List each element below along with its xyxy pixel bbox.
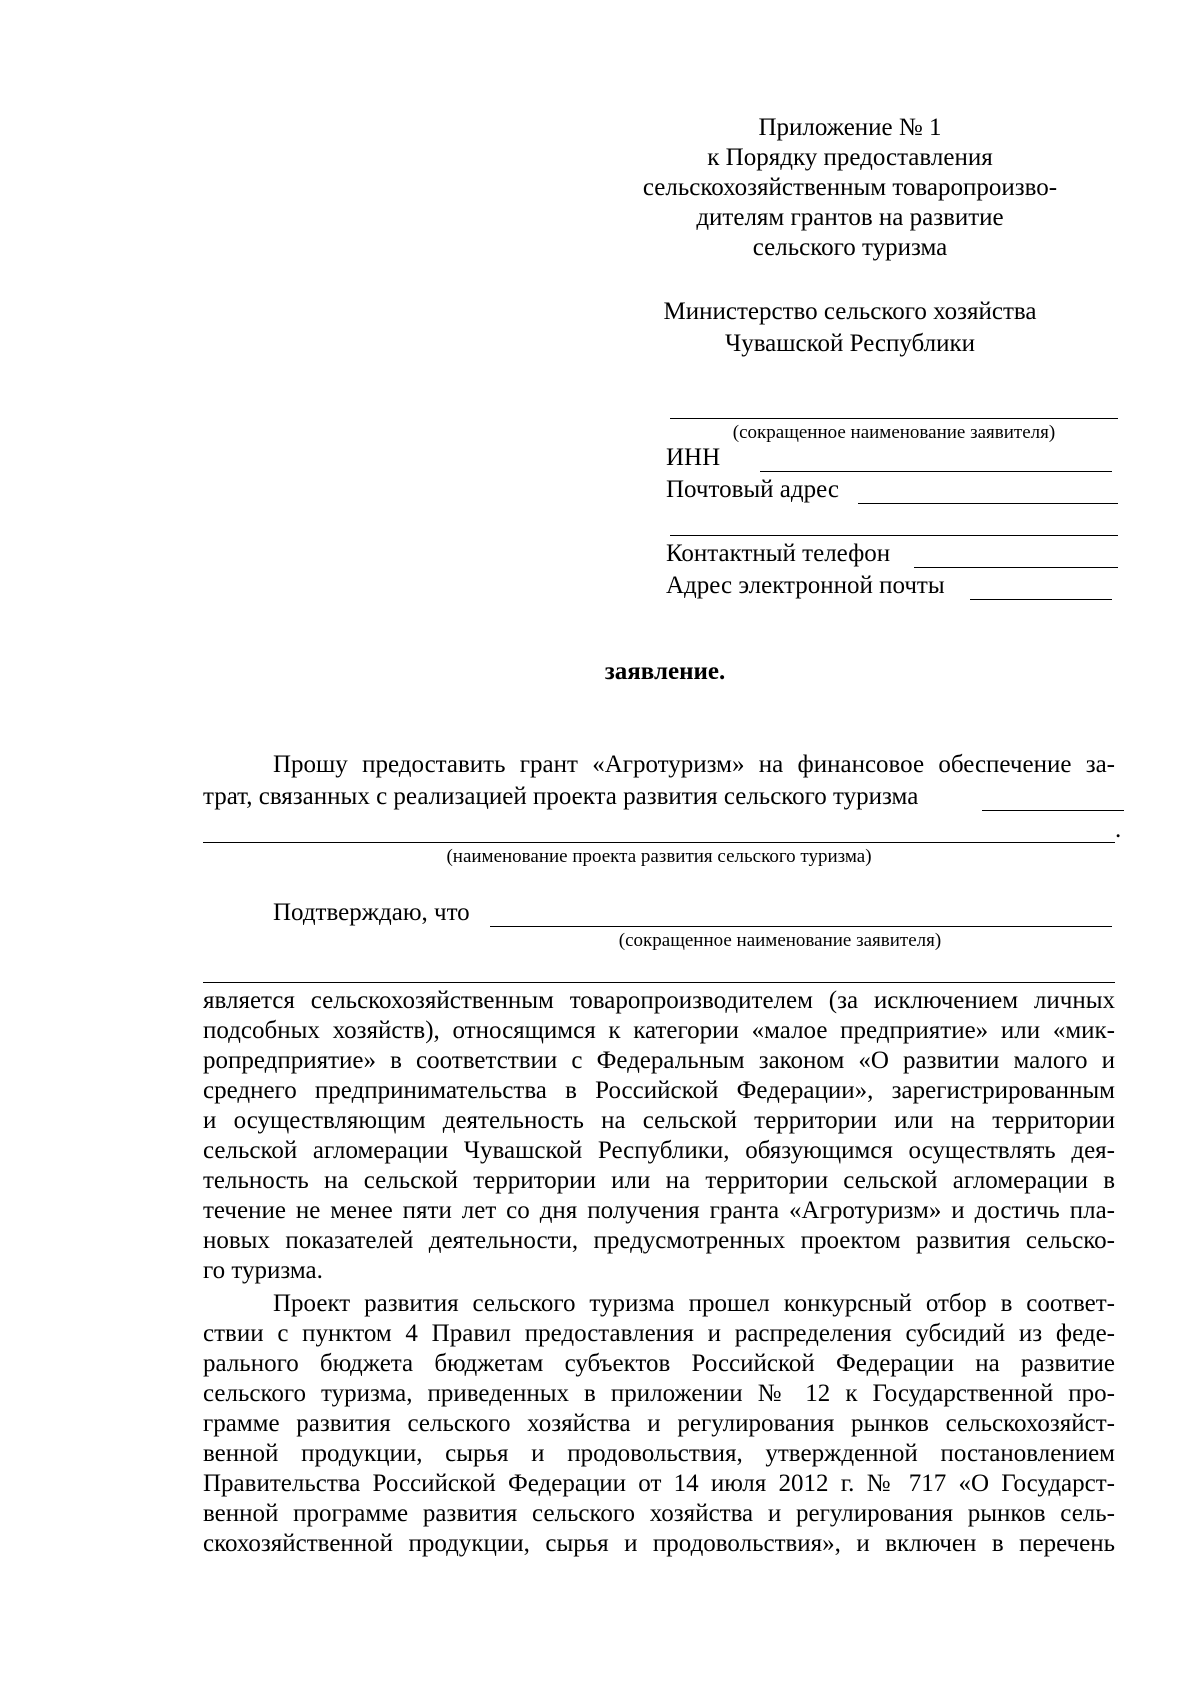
confirm-line: новых показателей деятельности, предусмотренных проектом развития сельско-	[203, 1227, 1115, 1254]
ministry-line: Министерство сельского хозяйства	[663, 298, 1037, 325]
confirm-line: тельность на сельской территории или на территории сельской агломерации в	[203, 1167, 1115, 1194]
confirm-line: среднего предпринимательства в Российской Федерации», зарегистрированным	[203, 1077, 1115, 1104]
confirm-line: является сельскохозяйственным товаропроизводителем (за исключением личных	[203, 987, 1115, 1014]
postal-address-field-line2[interactable]	[670, 535, 1118, 536]
inn-field[interactable]	[760, 471, 1112, 472]
postal-address-label: Почтовый адрес	[666, 476, 839, 503]
postal-address-field[interactable]	[858, 503, 1118, 504]
ministry-line: Чувашской Республики	[724, 330, 976, 357]
request-line-2: трат, связанных с реализацией проекта развития сельского туризма	[203, 783, 919, 810]
confirm-applicant-field-line2[interactable]	[203, 982, 1115, 983]
confirm-line: сельской агломерации Чувашской Республики, обязующимся осуществлять дея-	[203, 1137, 1115, 1164]
inn-label: ИНН	[666, 444, 721, 471]
project-line: венной программе развития сельского хозяйства и регулирования рынков сель-	[203, 1500, 1115, 1527]
document-title: заявление.	[604, 658, 726, 685]
request-period: .	[1115, 816, 1122, 843]
confirm-line: течение не менее пяти лет со дня получения гранта «Агротуризм» и достичь пла-	[203, 1197, 1115, 1224]
confirm-lead: Подтверждаю, что	[273, 899, 470, 926]
confirm-line: ропредприятие» в соответствии с Федеральным законом «О развитии малого и	[203, 1047, 1115, 1074]
applicant-name-caption: (сокращенное наименование заявителя)	[732, 422, 1056, 443]
project-line: грамме развития сельского хозяйства и регулирования рынков сельскохозяйст-	[203, 1410, 1115, 1437]
phone-field[interactable]	[914, 567, 1118, 568]
annex-line: дителям грантов на развитие	[696, 204, 1004, 231]
confirm-applicant-caption: (сокращенное наименование заявителя)	[618, 930, 942, 951]
project-name-field-line2[interactable]	[203, 842, 1115, 843]
annex-line: сельского туризма	[752, 234, 948, 261]
request-line-1: Прошу предоставить грант «Агротуризм» на финансовое обеспечение за-	[273, 751, 1115, 778]
confirm-line: го туризма.	[203, 1257, 323, 1284]
project-line: ствии с пунктом 4 Правил предоставления и распределения субсидий из феде-	[203, 1320, 1115, 1347]
annex-line: Приложение № 1	[758, 114, 942, 141]
confirm-applicant-field[interactable]	[490, 926, 1112, 927]
project-line: рального бюджета бюджетам субъектов Российской Федерации на развитие	[203, 1350, 1115, 1377]
project-line: Правительства Российской Федерации от 14 июля 2012 г. № 717 «О Государст-	[203, 1470, 1115, 1497]
phone-label: Контактный телефон	[666, 540, 891, 567]
confirm-line: и осуществляющим деятельность на сельской территории или на территории	[203, 1107, 1115, 1134]
project-line: сельского туризма, приведенных в приложении № 12 к Государственной про-	[203, 1380, 1115, 1407]
project-line: Проект развития сельского туризма прошел конкурсный отбор в соответ-	[273, 1290, 1115, 1317]
annex-line: к Порядку предоставления	[707, 144, 993, 171]
annex-header	[640, 113, 1060, 263]
annex-line: сельскохозяйственным товаропроизво-	[642, 174, 1058, 201]
project-name-field[interactable]	[982, 810, 1124, 811]
confirm-line: подсобных хозяйств), относящимся к категории «малое предприятие» или «мик-	[203, 1017, 1115, 1044]
project-line: венной продукции, сырья и продовольствия, утвержденной постановлением	[203, 1440, 1115, 1467]
applicant-name-line[interactable]	[670, 418, 1118, 419]
addressee-ministry	[640, 296, 1060, 360]
email-field[interactable]	[970, 599, 1112, 600]
project-name-caption: (наименование проекта развития сельского туризма)	[446, 846, 872, 867]
project-line: скохозяйственной продукции, сырья и продовольствия», и включен в перечень	[203, 1530, 1115, 1557]
email-label: Адрес электронной почты	[666, 572, 945, 599]
